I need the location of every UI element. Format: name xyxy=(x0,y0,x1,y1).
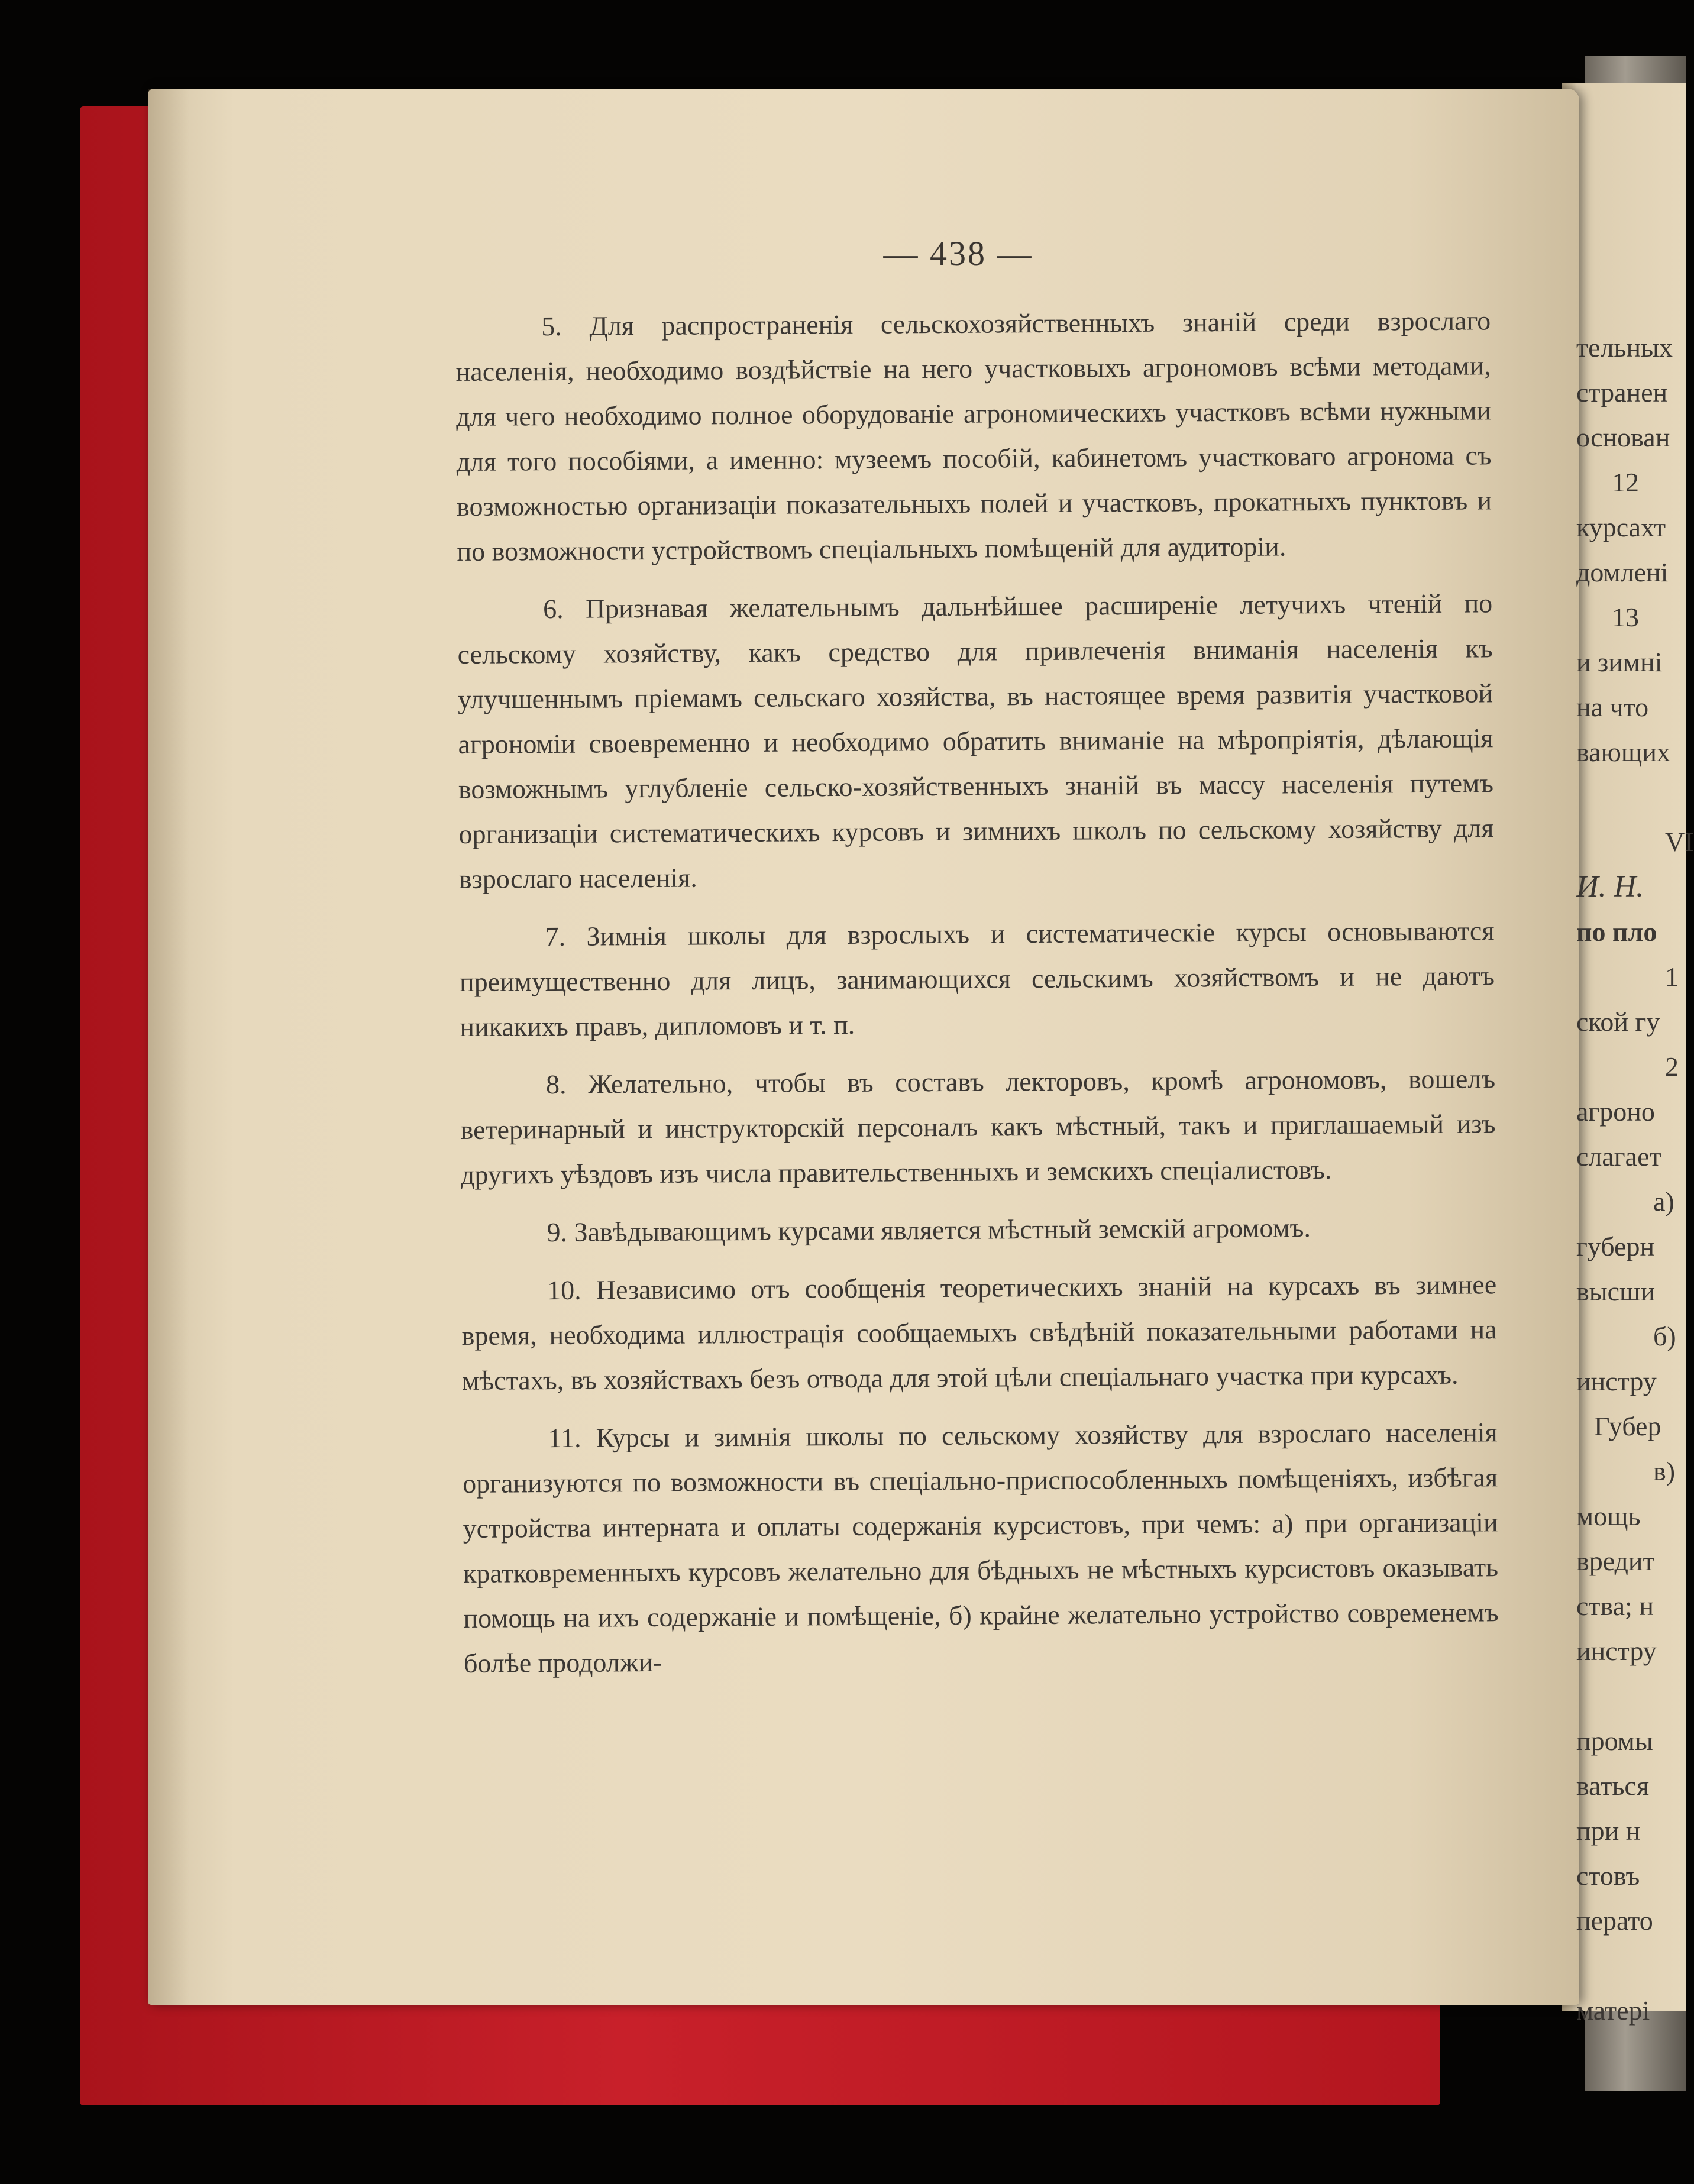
facing-line: агроно xyxy=(1576,1096,1655,1127)
facing-page-text xyxy=(1576,325,1694,2033)
facing-line: перато xyxy=(1576,1905,1653,1936)
page-text xyxy=(455,298,1499,1699)
facing-line: 12 xyxy=(1612,467,1639,497)
facing-line xyxy=(1576,1943,1686,1988)
facing-line: 1 xyxy=(1665,962,1679,992)
facing-line: домлені xyxy=(1576,557,1669,587)
paragraph-11: 11. Курсы и зимнія школы по сельскому хозяйству для взрослаго населенія организуются по возможности въ спеціально-приспособленныхъ помѣщеніяхъ, избѣгая устройства интерната и оплаты содержанія курсистовъ, при чемъ: а) при организаціи кратковременныхъ курсовъ желательно для бѣдныхъ не мѣстныхъ курсистовъ оказывать помощь на ихъ содержаніе и помѣщеніе, б) крайне желательно устройство современемъ болѣе продолжи- xyxy=(463,1417,1499,1678)
facing-line: стовъ xyxy=(1576,1861,1640,1891)
facing-line: губерн xyxy=(1576,1231,1655,1261)
facing-line: Губер xyxy=(1594,1411,1661,1441)
facing-line xyxy=(1576,775,1686,820)
facing-line: слагает xyxy=(1576,1141,1661,1172)
facing-line: основан xyxy=(1576,422,1670,452)
facing-line: вредит xyxy=(1576,1546,1655,1576)
facing-line: в) xyxy=(1653,1456,1676,1486)
paragraph-10: 10. Независимо отъ сообщенія теоретическихъ знаній на курсахъ въ зимнее время, необходима иллюстрація сообщаемыхъ свѣдѣній показательными работами на мѣстахъ, въ хозяйствахъ безъ отвода для этой цѣли спеціальнаго участка при курсахъ. xyxy=(461,1269,1497,1396)
facing-line: ской гу xyxy=(1576,1007,1660,1037)
paragraph-9: 9. Завѣдывающимъ курсами является мѣстный земскій агромомъ. xyxy=(547,1212,1311,1248)
facing-line: тельных xyxy=(1576,332,1673,363)
page-number: — 438 — xyxy=(883,234,1033,273)
facing-line: при н xyxy=(1576,1816,1641,1846)
facing-line: VI xyxy=(1665,827,1694,857)
facing-line: странен xyxy=(1576,377,1668,407)
facing-line: и зимні xyxy=(1576,647,1663,677)
paragraph-5: 5. Для распространенія сельскохозяйственныхъ знаній среди взрослаго населенія, необходимо воздѣйствіе на него участковыхъ агрономовъ всѣми методами, для чего необходимо полное оборудованіе агрономическихъ участковъ всѣми нужными для того пособіями, а именно: музеемъ пособій, кабинетомъ участковаго агронома съ возможностью организаціи показательныхъ полей и участковъ, прокатныхъ пунктовъ и по возможности устройствомъ спеціальныхъ помѣщеній для аудиторіи. xyxy=(455,305,1492,567)
facing-line: матері xyxy=(1576,1995,1650,2026)
facing-line: б) xyxy=(1653,1321,1676,1351)
facing-line: инстру xyxy=(1576,1636,1657,1666)
facing-line: 13 xyxy=(1612,602,1639,632)
facing-line: на что xyxy=(1576,692,1649,722)
paragraph-7: 7. Зимнія школы для взрослыхъ и систематическіе курсы основываются преимущественно для лицъ, занимающихся сельскимъ хозяйствомъ и не даютъ никакихъ правъ, дипломовъ и т. п. xyxy=(459,915,1495,1042)
facing-line: инстру xyxy=(1576,1366,1657,1396)
paragraph-8: 8. Желательно, чтобы въ составъ лекторовъ, кромѣ агрономовъ, вошелъ ветеринарный и инструкторскій персоналъ какъ мѣстный, такъ и приглашаемый изъ другихъ уѣздовъ изъ числа правительственныхъ и земскихъ спеціалистовъ. xyxy=(460,1063,1496,1190)
facing-line: 2 xyxy=(1665,1051,1679,1082)
facing-line: И. Н. xyxy=(1576,870,1644,904)
facing-line: мощь xyxy=(1576,1501,1641,1531)
facing-line: а) xyxy=(1653,1186,1674,1216)
facing-line: высши xyxy=(1576,1276,1656,1306)
facing-line xyxy=(1576,1674,1686,1719)
facing-line: промы xyxy=(1576,1726,1653,1756)
facing-line: ства; н xyxy=(1576,1591,1654,1621)
facing-line: курсахт xyxy=(1576,512,1666,542)
facing-line: вающих xyxy=(1576,737,1670,767)
facing-line: ваться xyxy=(1576,1771,1649,1801)
paragraph-6: 6. Признавая желательнымъ дальнѣйшее расширеніе летучихъ чтеній по сельскому хозяйству, какъ средство для привлеченія вниманія населенія къ улучшеннымъ пріемамъ сельскаго хозяйства, въ настоящее время развитія участковой агрономіи своевременно и необходимо обратить вниманіе на мѣропріятія, дѣлающія возможнымъ углубленіе сельско-хозяйственныхъ знаній въ массу населенія путемъ организаціи систематическихъ курсовъ и зимнихъ школъ по сельскому хозяйству для взрослаго населенія. xyxy=(457,588,1494,894)
facing-line: по пло xyxy=(1576,917,1657,947)
